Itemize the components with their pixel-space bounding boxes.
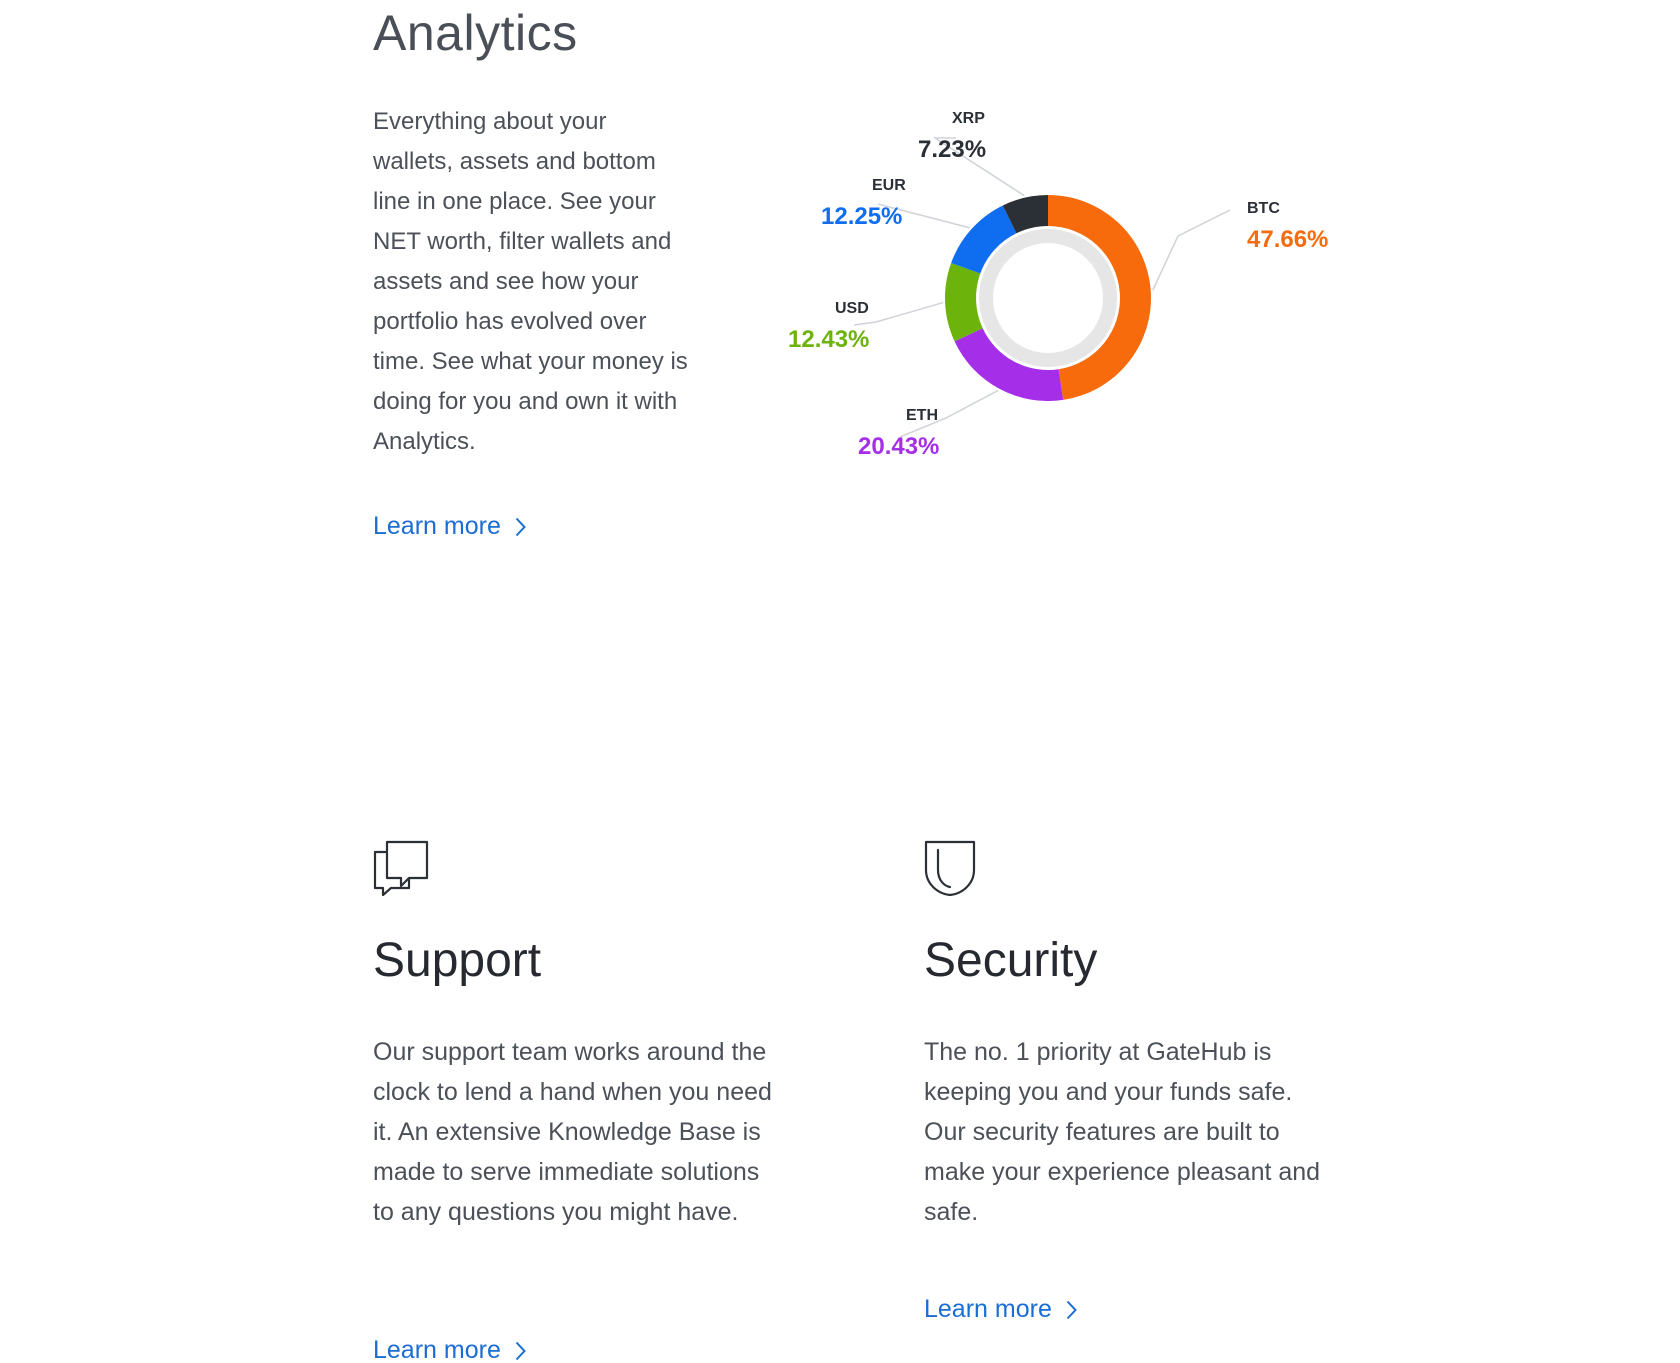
analytics-description: Everything about your wallets, assets and bottom line in one place. See your NET worth, filter wallets and assets and see how your portfolio has evolved over time. See what your money is doing for you and own it with Analytics.	[373, 108, 688, 455]
legend-value-eur: 12.25%	[821, 203, 903, 230]
legend-name-eth: ETH	[906, 407, 938, 424]
analytics-learn-more-link[interactable]	[373, 512, 526, 541]
donut-svg	[760, 100, 1340, 480]
security-learn-more-link[interactable]	[924, 1295, 1077, 1324]
shield-icon	[924, 840, 976, 896]
security-description: The no. 1 priority at GateHub is keeping you and your funds safe. Our security features are built to make your experience pleasant and safe.	[924, 1038, 1321, 1226]
learn-more-label: Learn more	[924, 1295, 1052, 1323]
chevron-right-icon	[1066, 1300, 1077, 1320]
legend-value-usd: 12.43%	[788, 326, 870, 353]
chevron-right-icon	[515, 517, 526, 537]
legend-name-usd: USD	[835, 300, 869, 317]
analytics-title: Analytics	[373, 5, 578, 61]
learn-more-label: Learn more	[373, 512, 501, 540]
support-title: Support	[373, 934, 542, 987]
legend-value-btc: 47.66%	[1247, 226, 1329, 253]
donut-slice-btc	[1048, 195, 1151, 400]
chevron-right-icon	[515, 1341, 526, 1361]
legend-name-btc: BTC	[1247, 200, 1280, 217]
security-title: Security	[924, 934, 1098, 987]
donut-inner-ring	[986, 236, 1110, 360]
donut-slice-usd	[945, 263, 983, 341]
learn-more-label: Learn more	[373, 1336, 501, 1363]
support-description: Our support team works around the clock to lend a hand when you need it. An extensive Knowledge Base is made to serve immediate solutions to any questions you might have.	[373, 1038, 772, 1226]
legend-name-xrp: XRP	[952, 110, 985, 127]
chat-bubbles-icon	[373, 840, 429, 896]
support-learn-more-link[interactable]	[373, 1336, 526, 1363]
donut-slice-eur	[951, 205, 1016, 273]
portfolio-donut-chart	[760, 100, 1340, 480]
leader-line-btc	[1153, 210, 1230, 290]
legend-value-eth: 20.43%	[858, 433, 940, 460]
legend-value-xrp: 7.23%	[918, 136, 987, 163]
legend-name-eur: EUR	[872, 177, 906, 194]
